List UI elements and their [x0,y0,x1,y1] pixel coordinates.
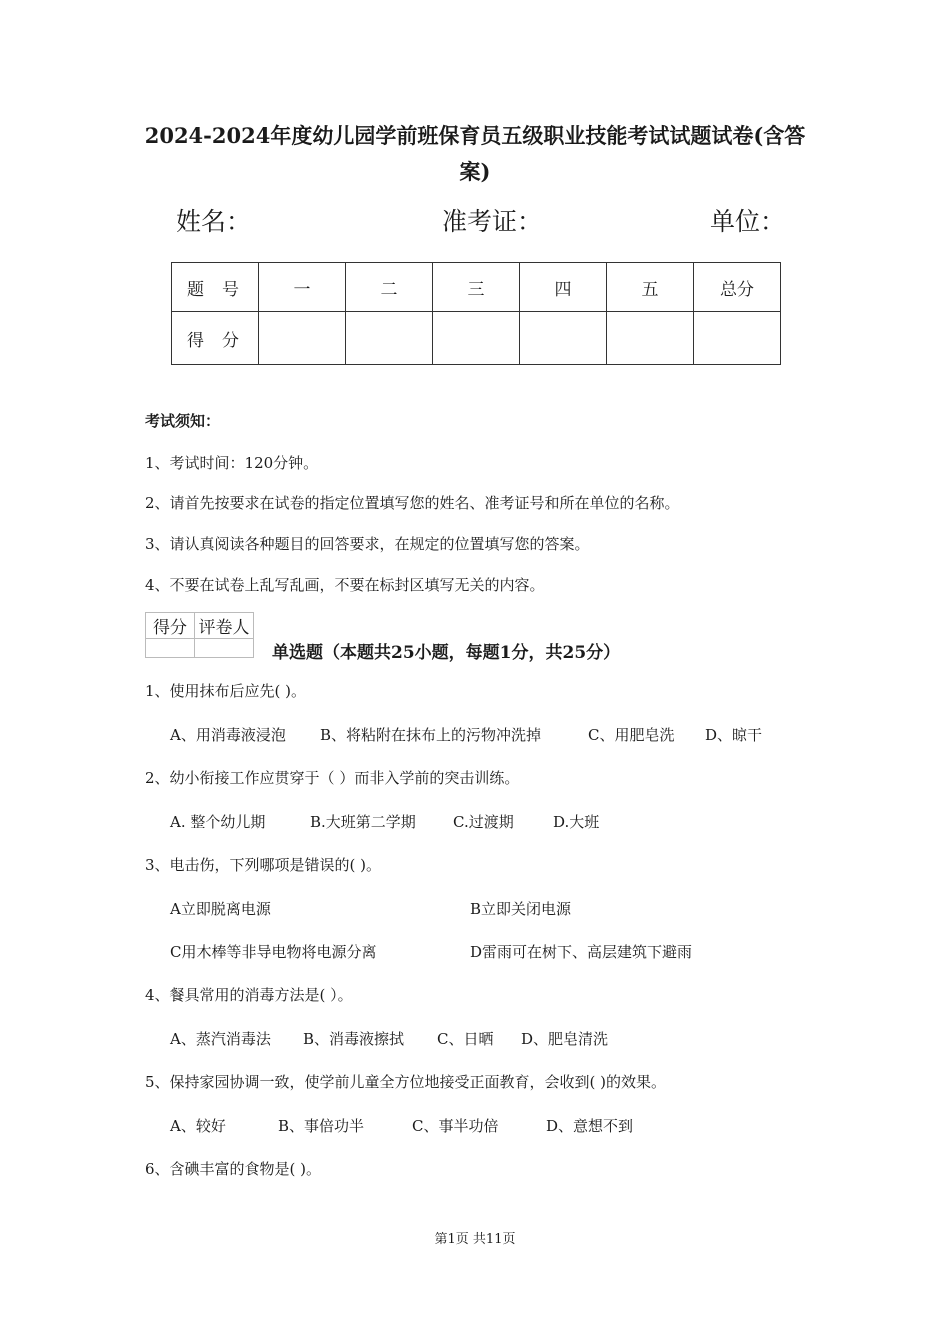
score-column-2: 二 [346,263,433,312]
score-table [171,262,781,365]
name-label: 姓名： [176,207,252,236]
question-stem: 1、使用抹布后应先( )。 [145,682,307,700]
exam-id-label: 准考证： [442,207,543,236]
score-column-3: 三 [433,263,520,312]
question-option: B、将粘附在抹布上的污物冲洗掉 [320,726,542,744]
question-option: A、用消毒液浸泡 [170,726,286,744]
question-option: B、事倍功半 [278,1117,365,1135]
score-column-5: 五 [607,263,694,312]
question-option: B立即关闭电源 [470,900,572,918]
score-cell[interactable] [520,312,607,365]
question-option: A. 整个幼儿期 [170,813,266,831]
score-table-header-row [172,263,781,312]
question-option: C用木棒等非导电物将电源分离 [170,943,377,961]
score-cell[interactable] [346,312,433,365]
score-table-row-head: 题号 [172,263,259,312]
question-option: B、消毒液擦拭 [303,1030,405,1048]
question-stem: 3、电击伤，下列哪项是错误的( )。 [145,856,382,874]
question-option: D.大班 [553,813,600,831]
score-table-score-row [172,312,781,365]
question-option: D、意想不到 [546,1117,634,1135]
section-title: 单选题（本题共25小题，每题1分，共25分） [272,643,621,663]
score-column-1: 一 [259,263,346,312]
notice-item: 1、考试时间：120分钟。 [145,454,319,472]
score-column-total: 总分 [694,263,781,312]
question-option: B.大班第二学期 [310,813,416,831]
question-option: D、肥皂清洗 [521,1030,609,1048]
notice-item: 3、请认真阅读各种题目的回答要求，在规定的位置填写您的答案。 [145,535,590,553]
grader-box [145,612,254,658]
question-stem: 6、含碘丰富的食物是( )。 [145,1160,322,1178]
notice-item: 4、不要在试卷上乱写乱画，不要在标封区填写无关的内容。 [145,576,545,594]
notice-heading: 考试须知： [145,412,221,430]
question-option: A立即脱离电源 [170,900,271,918]
score-cell[interactable] [607,312,694,365]
document-title: 2024-2024年度幼儿园学前班保育员五级职业技能考试试题试卷(含答案) [144,123,806,184]
question-option: D、晾干 [705,726,763,744]
grader-score-cell[interactable] [146,639,195,658]
notice-item: 2、请首先按要求在试卷的指定位置填写您的姓名、准考证号和所在单位的名称。 [145,494,680,512]
score-cell[interactable] [694,312,781,365]
grader-name-label: 评卷人 [195,613,254,639]
question-stem: 4、餐具常用的消毒方法是( ）。 [145,986,353,1004]
grader-score-label: 得分 [146,613,195,639]
question-stem: 2、幼小衔接工作应贯穿于（ ）而非入学前的突击训练。 [145,769,520,787]
question-option: C、事半功倍 [412,1117,499,1135]
question-stem: 5、保持家园协调一致，使学前儿童全方位地接受正面教育，会收到( )的效果。 [145,1073,667,1091]
score-cell[interactable] [259,312,346,365]
page-footer: 第1页 共11页 [434,1232,516,1247]
score-column-4: 四 [520,263,607,312]
question-option: C、用肥皂洗 [588,726,675,744]
question-option: A、较好 [170,1117,226,1135]
grader-name-cell[interactable] [195,639,254,658]
score-cell[interactable] [433,312,520,365]
question-option: C、日晒 [437,1030,494,1048]
question-option: C.过渡期 [453,813,514,831]
question-option: A、蒸汽消毒法 [170,1030,271,1048]
score-table-row-head: 得分 [172,312,259,365]
unit-label: 单位： [710,207,786,236]
question-option: D雷雨可在树下、高层建筑下避雨 [470,943,693,961]
